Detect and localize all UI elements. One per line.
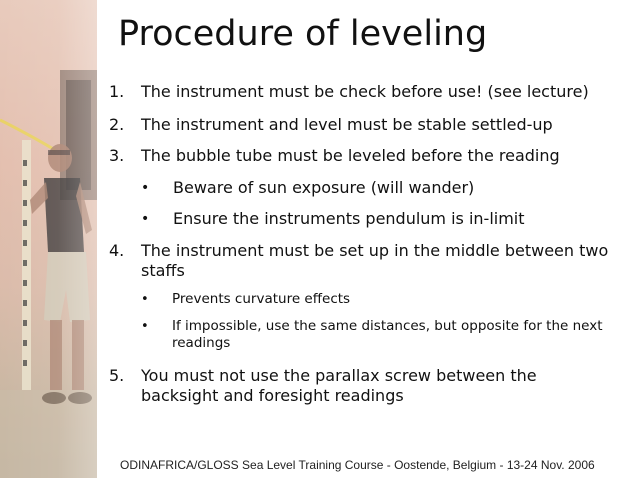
bullet: •	[141, 319, 149, 334]
slide-title: Procedure of leveling	[118, 14, 488, 54]
sub-item-text: If impossible, use the same distances, but opposite for the next readings	[172, 318, 603, 351]
list-number: 2.	[109, 115, 125, 134]
list-number: 3.	[109, 146, 125, 165]
list-item-text: The bubble tube must be leveled before the reading	[141, 146, 560, 165]
sub-item-text: Ensure the instruments pendulum is in-limit	[173, 209, 525, 228]
list-number: 1.	[109, 82, 125, 101]
list-item-text: You must not use the parallax screw between the backsight and foresight readings	[141, 366, 537, 405]
bullet: •	[141, 180, 150, 196]
list-number: 5.	[109, 366, 125, 385]
side-photo	[0, 0, 97, 478]
bullet: •	[141, 211, 150, 227]
list-item-text: The instrument and level must be stable settled-up	[141, 115, 553, 134]
slide-footer: ODINAFRICA/GLOSS Sea Level Training Course - Oostende, Belgium - 13-24 Nov. 2006	[120, 458, 595, 472]
photo-fade-overlay	[0, 0, 97, 478]
list-number: 4.	[109, 241, 125, 260]
bullet: •	[141, 292, 149, 307]
sub-item-text: Beware of sun exposure (will wander)	[173, 178, 475, 197]
sub-item-text: Prevents curvature effects	[172, 291, 351, 307]
list-item-text: The instrument must be check before use! (see lecture)	[141, 82, 589, 101]
list-item-text: The instrument must be set up in the middle between two staffs	[141, 241, 609, 280]
